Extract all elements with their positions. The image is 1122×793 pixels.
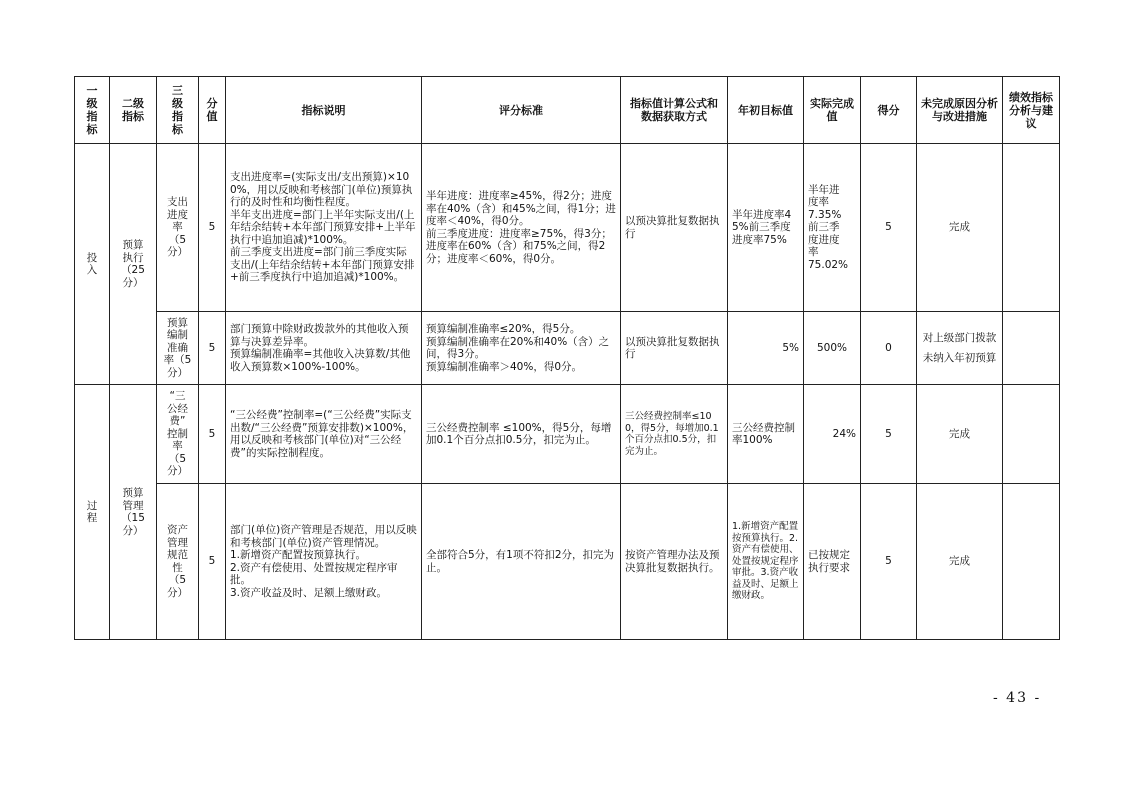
target-cell: 三公经费控制率100% (728, 385, 804, 484)
desc-cell: 部门(单位)资产管理是否规范，用以反映和考核部门(单位)资产管理情况。 1.新增资产配置按预算执行。 2.资产有偿使用、处置按规定程序审批。 3.资产收益及时、足额上缴财政。 (226, 484, 422, 640)
level3-cell: 预算 编制 准确 率（5 分） (157, 312, 199, 385)
score-value-cell: 5 (199, 484, 226, 640)
table-row (75, 144, 1060, 312)
actual-cell: 已按规定执行要求 (804, 484, 861, 640)
score-cell: 0 (861, 312, 917, 385)
page-number: - 43 - (993, 690, 1042, 706)
header-level2: 二级 指标 (110, 77, 157, 144)
method-cell: 以预决算批复数据执行 (621, 312, 728, 385)
score-value-cell: 5 (199, 144, 226, 312)
reason-cell: 完成 (917, 385, 1003, 484)
header-calc-method: 指标值计算公式和数据获取方式 (621, 77, 728, 144)
reason-cell: 完成 (917, 144, 1003, 312)
desc-cell: 支出进度率=(实际支出/支出预算)×100%，用以反映和考核部门(单位)预算执行的及时性和均衡性程度。 半年支出进度=部门上半年实际支出/(上年结余结转+本年部门预算安排+上半年执行中追加追减)*100%。 前三季度支出进度=部门前三季度实际支出/(上年结余结转+本年部门预算安排+前三季度执行中追加追减)*100%。 (226, 144, 422, 312)
std-cell: 三公经费控制率 ≤100%，得5分，每增加0.1个百分点扣0.5分，扣完为止。 (422, 385, 621, 484)
score-cell: 5 (861, 144, 917, 312)
reason-cell: 完成 (917, 484, 1003, 640)
table-row (75, 385, 1060, 484)
level2-cell-budget-mgmt: 预算 管理 （15 分） (110, 385, 157, 640)
method-cell: 三公经费控制率≤100，得5分，每增加0.1个百分点扣0.5分，扣完为止。 (621, 385, 728, 484)
header-target-value: 年初目标值 (728, 77, 804, 144)
suggest-cell (1003, 385, 1060, 484)
header-level3: 三 级 指 标 (157, 77, 199, 144)
std-cell: 半年进度：进度率≥45%，得2分；进度率在40%（含）和45%之间，得1分；进度率＜40%，得0分。 前三季度进度：进度率≥75%，得3分；进度率在60%（含）和75%之间，得2分；进度率＜60%，得0分。 (422, 144, 621, 312)
performance-table (74, 76, 1060, 640)
desc-cell: 部门预算中除财政拨款外的其他收入预算与决算差异率。 预算编制准确率=其他收入决算数/其他收入预算数×100%-100%。 (226, 312, 422, 385)
method-cell: 按资产管理办法及预决算批复数据执行。 (621, 484, 728, 640)
header-actual-value: 实际完成值 (804, 77, 861, 144)
table-row (75, 312, 1060, 385)
level1-cell-input: 投 入 (75, 144, 110, 385)
std-cell: 预算编制准确率≤20%，得5分。 预算编制准确率在20%和40%（含）之间，得3分。 预算编制准确率＞40%，得0分。 (422, 312, 621, 385)
suggest-cell (1003, 144, 1060, 312)
header-indicator-desc: 指标说明 (226, 77, 422, 144)
method-cell: 以预决算批复数据执行 (621, 144, 728, 312)
actual-cell: 半年进 度率 7.35% 前三季 度进度 率 75.02% (804, 144, 861, 312)
actual-cell: 500% (804, 312, 861, 385)
level3-cell: “三 公经 费” 控制 率 （5 分） (157, 385, 199, 484)
table-row (75, 484, 1060, 640)
score-cell: 5 (861, 484, 917, 640)
score-value-cell: 5 (199, 312, 226, 385)
std-cell: 全部符合5分，有1项不符扣2分，扣完为止。 (422, 484, 621, 640)
level3-cell: 支出 进度 率 （5 分） (157, 144, 199, 312)
level2-cell-budget-exec: 预算 执行 （25 分） (110, 144, 157, 385)
reason-cell: 对上级部门拨款未纳入年初预算 (917, 312, 1003, 385)
target-cell: 半年进度率45%前三季度进度率75% (728, 144, 804, 312)
score-value-cell: 5 (199, 385, 226, 484)
level1-cell-process: 过 程 (75, 385, 110, 640)
desc-cell: “三公经费”控制率=(“三公经费”实际支出数/“三公经费”预算安排数)×100%，用以反映和考核部门(单位)对“三公经费”的实际控制程度。 (226, 385, 422, 484)
header-reason-measures: 未完成原因分析与改进措施 (917, 77, 1003, 144)
header-score: 得分 (861, 77, 917, 144)
header-level1: 一 级 指 标 (75, 77, 110, 144)
level3-cell: 资产 管理 规范 性 （5 分） (157, 484, 199, 640)
header-row (75, 77, 1060, 144)
actual-cell: 24% (804, 385, 861, 484)
score-cell: 5 (861, 385, 917, 484)
target-cell: 1.新增资产配置按预算执行。2.资产有偿使用、处置按规定程序审批。3.资产收益及时、足额上缴财政。 (728, 484, 804, 640)
suggest-cell (1003, 312, 1060, 385)
header-scoring-std: 评分标准 (422, 77, 621, 144)
target-cell: 5% (728, 312, 804, 385)
header-score-value: 分 值 (199, 77, 226, 144)
suggest-cell (1003, 484, 1060, 640)
header-analysis-suggest: 绩效指标分析与建议 (1003, 77, 1060, 144)
